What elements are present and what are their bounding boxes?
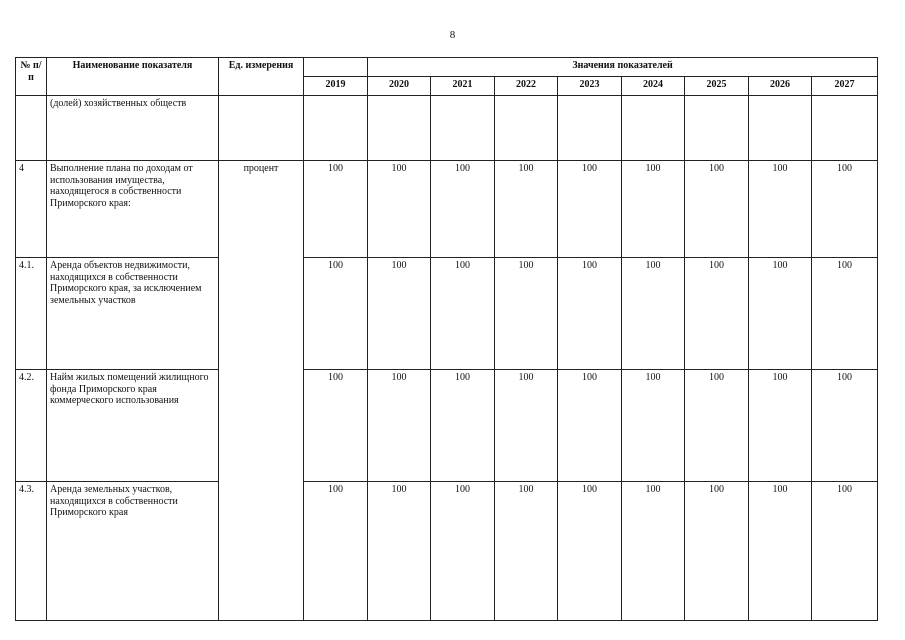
row-value: 100 [495, 258, 558, 370]
row-value [304, 96, 368, 161]
row-value: 100 [558, 482, 622, 621]
header-values: Значения показателей [368, 58, 878, 77]
row-value [558, 96, 622, 161]
row-value: 100 [622, 161, 685, 258]
header-name: Наименование показателя [47, 58, 219, 96]
table-row [16, 258, 878, 370]
row-value: 100 [685, 482, 749, 621]
row-value: 100 [431, 482, 495, 621]
row-value: 100 [368, 482, 431, 621]
row-value: 100 [368, 258, 431, 370]
year-header: 2019 [304, 77, 368, 96]
row-value: 100 [368, 161, 431, 258]
table-row [16, 482, 878, 621]
row-name: Найм жилых помещений жилищного фонда Приморского края коммерческого использования [47, 370, 219, 482]
row-value: 100 [622, 370, 685, 482]
year-header: 2027 [812, 77, 878, 96]
row-name: Аренда объектов недвижимости, находящихся в собственности Приморского края, за исключением земельных участков [47, 258, 219, 370]
row-value: 100 [304, 258, 368, 370]
row-name: (долей) хозяйственных обществ [47, 96, 219, 161]
year-header: 2024 [622, 77, 685, 96]
row-value: 100 [749, 370, 812, 482]
row-value [749, 96, 812, 161]
row-value: 100 [685, 161, 749, 258]
year-header: 2021 [431, 77, 495, 96]
year-header: 2025 [685, 77, 749, 96]
header-num: № п/п [16, 58, 47, 96]
row-name: Выполнение плана по доходам от использования имущества, находящегося в собственности Приморского края: [47, 161, 219, 258]
row-unit: процент [219, 161, 304, 621]
row-value: 100 [495, 482, 558, 621]
row-value: 100 [495, 161, 558, 258]
row-value [368, 96, 431, 161]
header-unit: Ед. измерения [219, 58, 304, 96]
row-num: 4.2. [16, 370, 47, 482]
row-value: 100 [431, 161, 495, 258]
row-value: 100 [558, 258, 622, 370]
row-value: 100 [495, 370, 558, 482]
year-header: 2020 [368, 77, 431, 96]
row-value: 100 [812, 161, 878, 258]
row-value [812, 96, 878, 161]
page-number: 8 [449, 29, 456, 41]
row-value [622, 96, 685, 161]
row-value: 100 [749, 482, 812, 621]
row-value: 100 [812, 370, 878, 482]
row-name: Аренда земельных участков, находящихся в собственности Приморского края [47, 482, 219, 621]
table-row [16, 96, 878, 161]
row-value: 100 [558, 161, 622, 258]
row-value [685, 96, 749, 161]
row-value: 100 [685, 370, 749, 482]
year-header: 2022 [495, 77, 558, 96]
row-value: 100 [304, 482, 368, 621]
row-num: 4.1. [16, 258, 47, 370]
row-value: 100 [685, 258, 749, 370]
row-value: 100 [431, 258, 495, 370]
row-value: 100 [368, 370, 431, 482]
row-value: 100 [812, 258, 878, 370]
year-header: 2023 [558, 77, 622, 96]
row-num: 4.3. [16, 482, 47, 621]
row-value: 100 [304, 370, 368, 482]
row-value [495, 96, 558, 161]
row-value: 100 [812, 482, 878, 621]
row-value: 100 [749, 258, 812, 370]
row-num [16, 96, 47, 161]
row-value: 100 [622, 258, 685, 370]
table-header-row [16, 58, 878, 77]
row-value: 100 [558, 370, 622, 482]
row-value [431, 96, 495, 161]
table-row [16, 161, 878, 258]
table-row [16, 370, 878, 482]
row-value: 100 [431, 370, 495, 482]
row-value: 100 [622, 482, 685, 621]
row-num: 4 [16, 161, 47, 258]
indicators-table [15, 57, 878, 621]
row-unit [219, 96, 304, 161]
year-header: 2026 [749, 77, 812, 96]
row-value: 100 [749, 161, 812, 258]
row-value: 100 [304, 161, 368, 258]
header-empty-cell [304, 58, 368, 77]
